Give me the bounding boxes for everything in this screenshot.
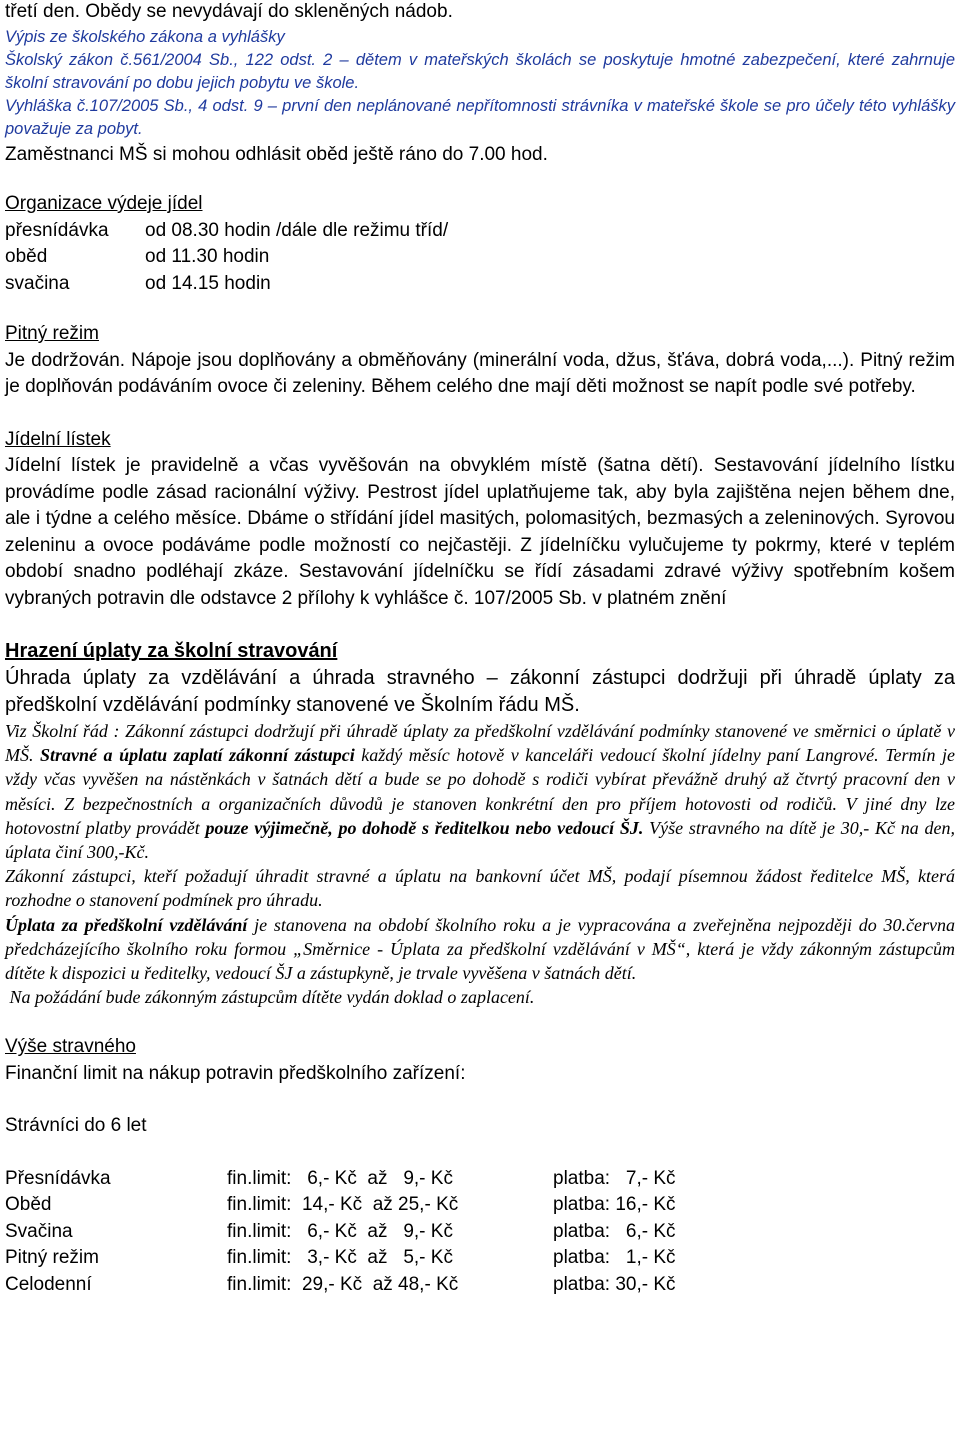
document-page	[5, 0, 955, 1298]
group-label: Strávníci do 6 let	[5, 1115, 147, 1137]
price-limit: fin.limit: 6,- Kč až 9,- Kč	[227, 1220, 453, 1242]
price-row	[5, 1245, 955, 1272]
section-heading-listek: Jídelní lístek	[5, 428, 111, 450]
price-limit: fin.limit: 6,- Kč až 9,- Kč	[227, 1167, 453, 1189]
text-run: Výše stravného na dítě je 30,- Kč na den, úplata činí 300,-Kč.	[5, 817, 955, 863]
price-item: Oběd	[5, 1194, 52, 1216]
price-row	[5, 1219, 955, 1246]
price-row	[5, 1272, 955, 1299]
text-run: každý měsíc hotově v kanceláři vedoucí školní jídelny paní Langrové. Termín je vždy včas vyvěšen na nástěnkách v šatnách dětí a bude se po dohodě s rodiči vybírat převážně druhý až čtvrtý pracovní den v měsíci. Z bezpečnostních a organizačních důvodů je stanoven konkrétní den pro příjem hotovosti od rodičů. V jiné dny lze hotovostní platby provádět	[5, 745, 956, 838]
hrazeni-paragraph-3	[5, 913, 955, 986]
meal-time: od 14.15 hodin	[145, 272, 271, 294]
text-run-bold: pouze výjimečně, po dohodě s ředitelkou nebo vedoucí ŠJ.	[205, 817, 644, 838]
serving-row	[5, 271, 955, 298]
price-payment: platba: 7,- Kč	[553, 1167, 676, 1189]
price-item: Svačina	[5, 1220, 73, 1242]
price-item: Přesnídávka	[5, 1167, 111, 1189]
decree-reference: Vyhláška č.107/2005 Sb., 4 odst. 9 – první den neplánované nepřítomnosti strávníka v mateřské škole se pro účely této vyhlášky považuje za pobyt.	[5, 97, 955, 139]
meal-name: oběd	[5, 246, 48, 268]
text-run: Viz Školní řád : Zákonní zástupci dodržují při úhradě úplaty za předškolní vzdělávání podmínky stanovené ve směrnici o úplatě v MŠ.	[5, 721, 955, 766]
law-reference: Školský zákon č.561/2004 Sb., 122 odst. 2 – dětem v mateřských školách se poskytuje hmotné zabezpečení, které zahrnuje školní stravování po dobu jejich pobytu ve škole.	[5, 50, 955, 92]
section-heading-vyse: Výše stravného	[5, 1036, 136, 1058]
price-payment: platba: 30,- Kč	[553, 1273, 676, 1295]
text-run-bold: Úplata za předškolní vzdělávání	[5, 914, 248, 935]
hrazeni-text: Úhrada úplaty za vzdělávání a úhrada stravného – zákonní zástupci dodržuji při úhradě úplaty za předškolní vzdělávání podmínky stanovené ve Školním řádu MŠ.	[5, 667, 955, 717]
price-row	[5, 1166, 955, 1193]
section-heading-pitny: Pitný režim	[5, 323, 99, 345]
meal-time: od 11.30 hodin	[145, 246, 270, 268]
price-limit: fin.limit: 14,- Kč až 25,- Kč	[227, 1194, 459, 1216]
law-title: Výpis ze školského zákona a vyhlášky	[5, 27, 285, 46]
price-item: Celodenní	[5, 1273, 92, 1295]
limit-title: Finanční limit na nákup potravin předškolního zařízení:	[5, 1062, 466, 1084]
price-limit: fin.limit: 3,- Kč až 5,- Kč	[227, 1247, 453, 1269]
intro-line: třetí den. Obědy se nevydávají do skleněných nádob.	[5, 1, 453, 22]
meal-time: od 08.30 hodin /dále dle režimu tříd/	[145, 219, 449, 241]
staff-note: Zaměstnanci MŠ si mohou odhlásit oběd ještě ráno do 7.00 hod.	[5, 143, 548, 165]
hrazeni-paragraph-2: Zákonní zástupci, kteří požadují úhradit stravné a úplatu na bankovní účet MŠ, podají písemnou žádost ředitelce MŠ, která rozhodne o stanovení podmínek pro úhradu.	[5, 866, 955, 911]
price-row	[5, 1192, 955, 1219]
meal-name: svačina	[5, 272, 70, 294]
listek-text: Jídelní lístek je pravidelně a včas vyvěšován na obvyklém místě (šatna dětí). Sestavování jídelního lístku provádíme podle zásad racionální výživy. Pestrost jídel uplatňujeme tak, aby byla zajištěna nejen během dne, ale i týdne a celého měsíce. Dbáme o střídání jídel masitých, polomasitých, bezmasých a zeleninových. Syrovou zeleninu a ovoce podáváme podle možností co nejčastěji. Z jídelníčku vylučujeme ty pokrmy, které v teplém období snadno podléhají zkáze. Sestavování jídelníčku se řídí zásadami zdravé výživy spotřebním košem vybraných potravin dle odstavce 2 přílohy k vyhlášce č. 107/2005 Sb. v platném znění	[5, 455, 955, 609]
text-run: je stanovena na období školního roku a je vypracována a zveřejněna nejpozději do 30.června předcházejícího školního roku formou „Směrnice - Úplata za předškolní vzdělávání v MŠ“, která je vždy zákonným zástupcům dítěte k dispozici u ředitelky, vedoucí ŠJ a zástupkyně, je trvale vyvěšena v šatnách dětí.	[5, 914, 955, 984]
text-run-bold: Stravné a úplatu zaplatí zákonní zástupci	[40, 745, 355, 766]
price-table	[5, 1166, 955, 1299]
hrazeni-paragraph-1	[5, 719, 955, 864]
pitny-text: Je dodržován. Nápoje jsou doplňovány a obměňovány (minerální voda, džus, šťáva, dobrá voda,...). Pitný režim je doplňován podáváním ovoce či zeleniny. Během celého dne mají děti možnost se napít podle své potřeby.	[5, 349, 955, 398]
price-payment: platba: 6,- Kč	[553, 1220, 676, 1242]
price-item: Pitný režim	[5, 1247, 99, 1269]
price-payment: platba: 1,- Kč	[553, 1247, 676, 1269]
meal-name: přesnídávka	[5, 219, 109, 241]
section-heading-hrazeni: Hrazení úplaty za školní stravování	[5, 640, 338, 663]
serving-row	[5, 244, 955, 271]
serving-times	[5, 218, 955, 298]
price-limit: fin.limit: 29,- Kč až 48,- Kč	[227, 1273, 459, 1295]
price-payment: platba: 16,- Kč	[553, 1194, 676, 1216]
hrazeni-paragraph-4: Na požádání bude zákonným zástupcům dítěte vydán doklad o zaplacení.	[5, 987, 535, 1008]
serving-row	[5, 218, 955, 245]
section-heading-organizace: Organizace výdeje jídel	[5, 193, 203, 215]
